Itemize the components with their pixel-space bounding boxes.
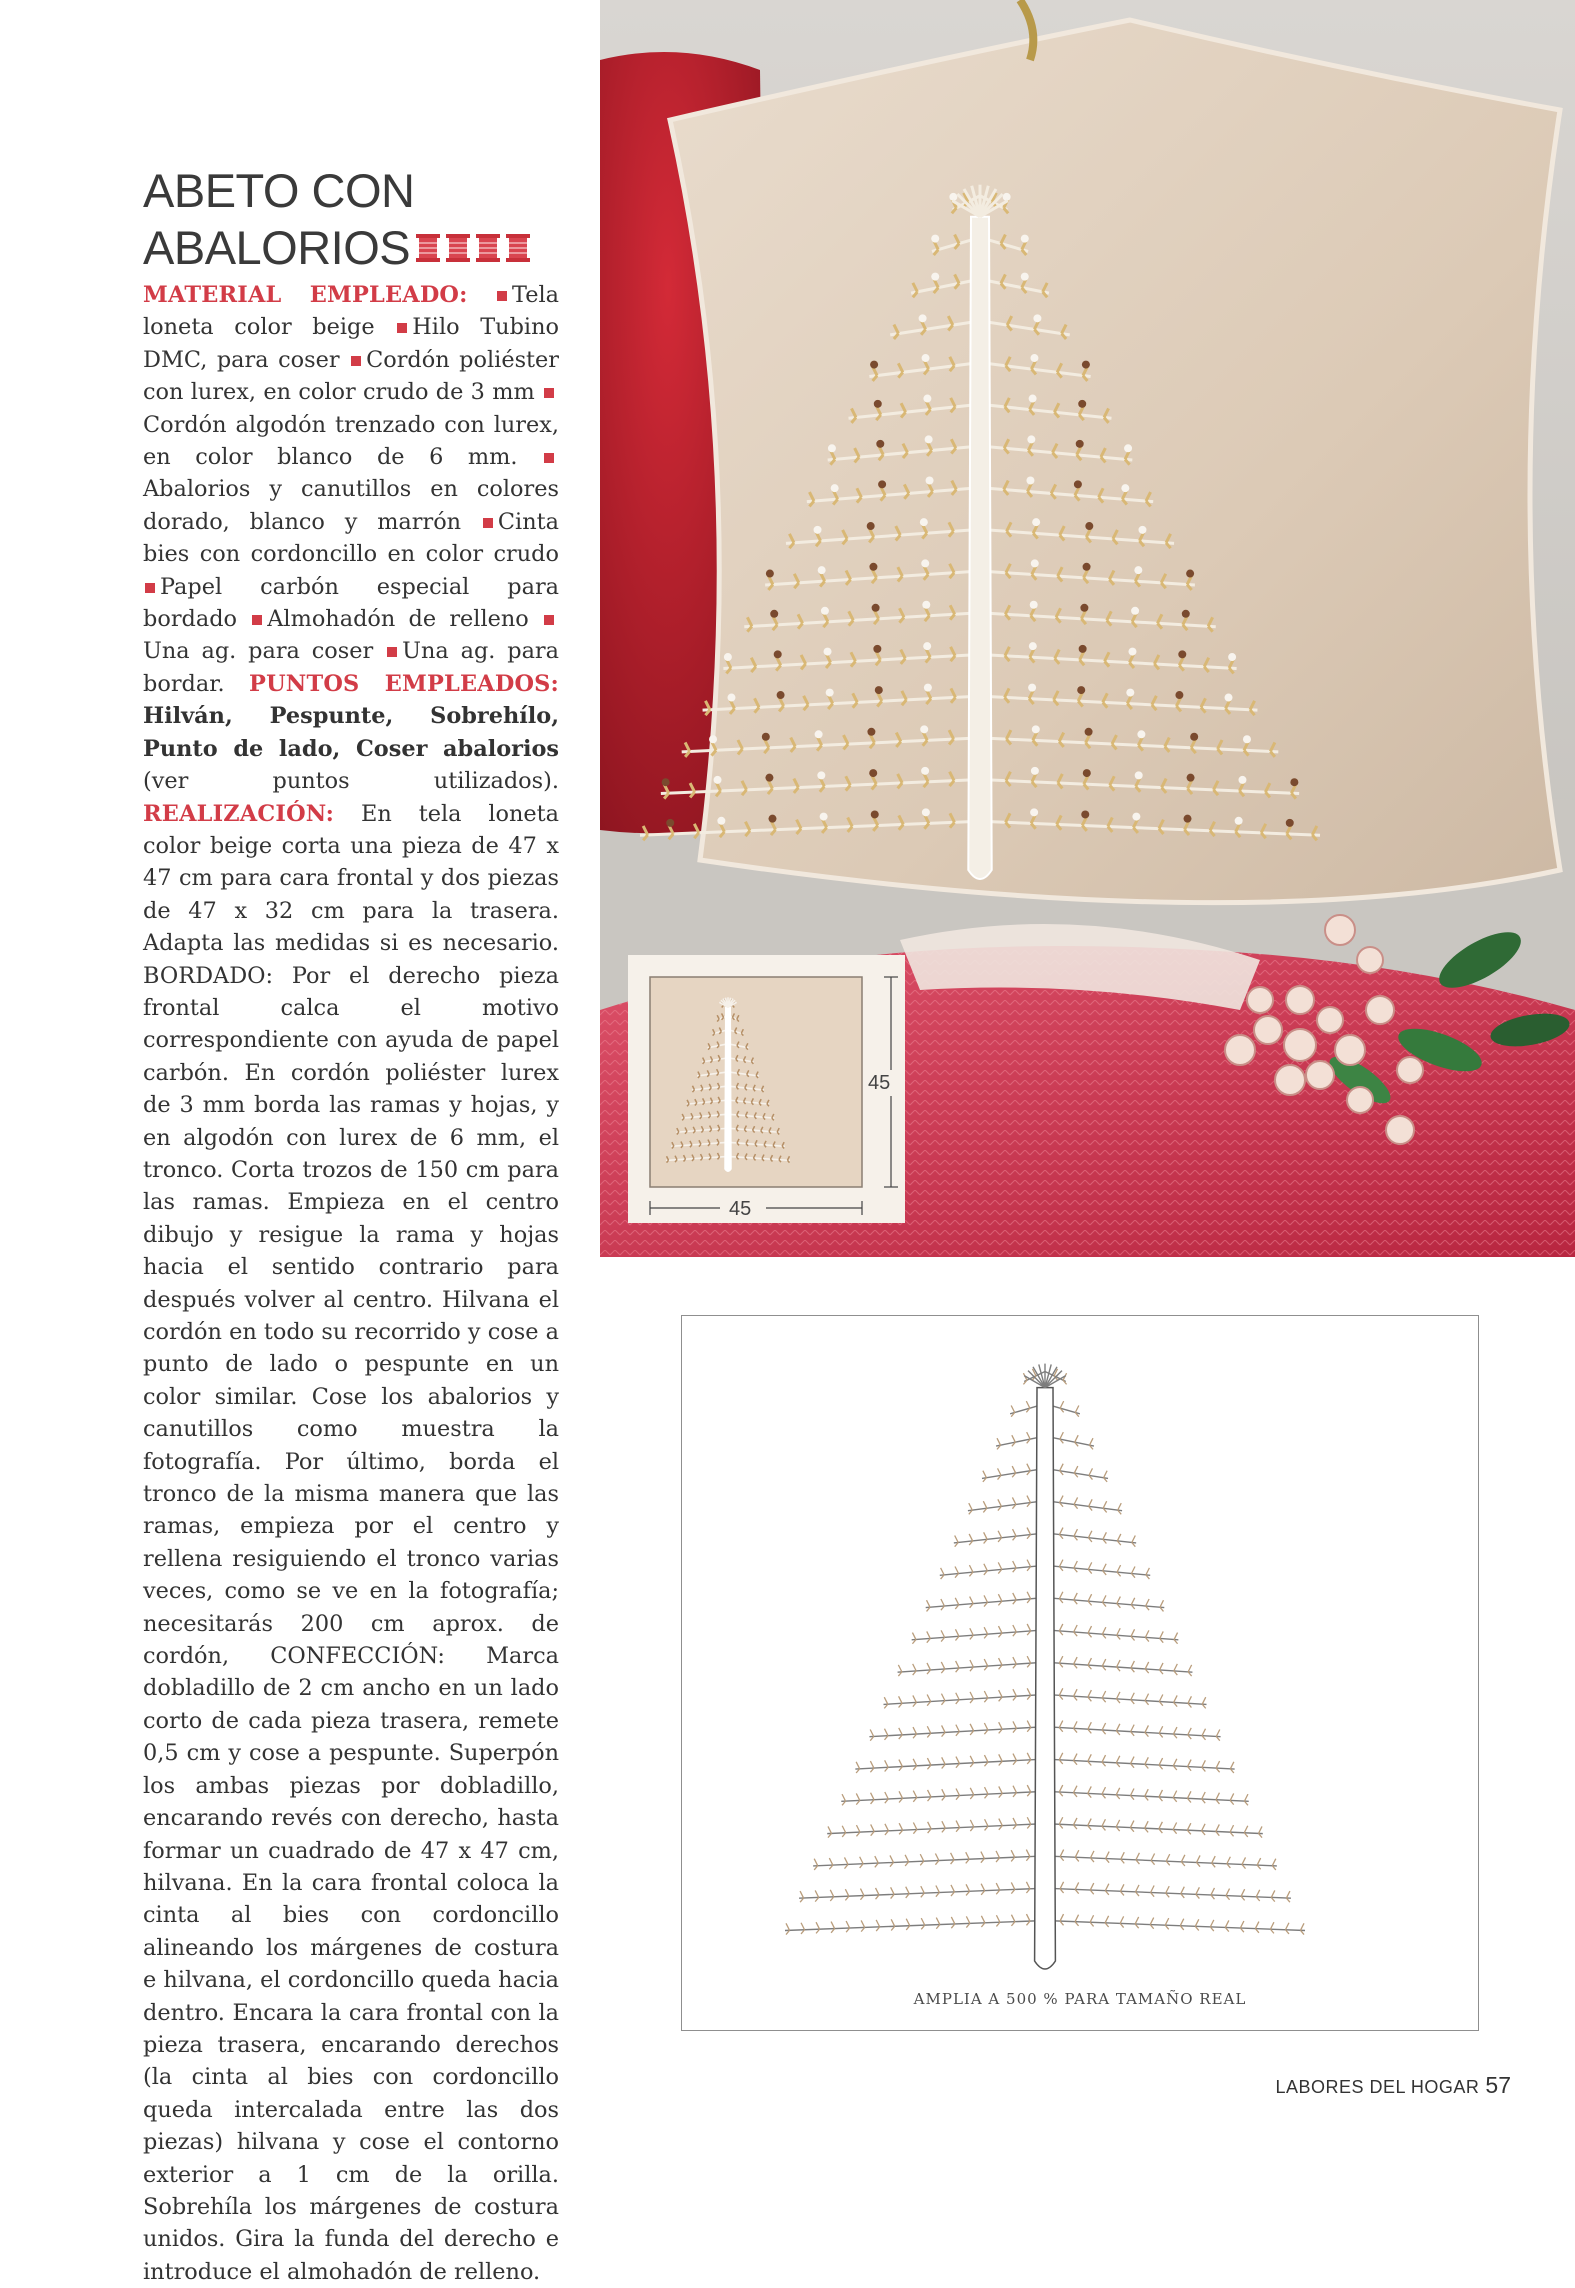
magazine-name: LABORES DEL HOGAR — [1275, 2077, 1480, 2097]
thread-spool-icon — [476, 234, 500, 262]
bullet-square-icon — [544, 615, 554, 625]
material-item: Una ag. para bordar. — [143, 638, 559, 697]
page-footer — [1276, 2072, 1511, 2099]
difficulty-rating — [416, 219, 532, 276]
bullet-square-icon — [497, 291, 507, 301]
width-label: 45 — [729, 1198, 752, 1220]
bullet-square-icon — [252, 615, 262, 625]
thread-spool-icon — [446, 234, 470, 262]
material-item: Cinta bies con cordoncillo en color crudo — [143, 508, 559, 568]
bullet-square-icon — [397, 323, 407, 333]
stitches-list: Hilván, Pespunte, Sobrehílo, Punto de lado, Coser abalorios — [143, 703, 559, 762]
height-label: 45 — [868, 1072, 891, 1094]
material-item: Papel carbón especial para bordado — [143, 573, 559, 633]
bullet-square-icon — [544, 453, 554, 463]
bullet-square-icon — [145, 583, 155, 593]
realization-heading: REALIZACIÓN: — [143, 800, 335, 827]
material-item: Hilo Tubino DMC, para coser — [143, 314, 559, 373]
page-number: 57 — [1485, 2072, 1511, 2098]
material-item: Abalorios y canutillos en colores dorado, blanco y marrón — [143, 476, 559, 535]
bullet-square-icon — [387, 647, 397, 657]
title-line-1: ABETO CON — [143, 164, 415, 217]
pattern-template — [681, 1315, 1479, 2031]
bullet-square-icon — [483, 518, 493, 528]
material-item: Cordón poliéster con lurex, en color crudo de 3 mm — [143, 346, 560, 406]
material-item: Tela loneta color beige — [143, 282, 559, 341]
material-item: Almohadón de relleno — [267, 606, 529, 633]
tree-pattern-drawing — [785, 1364, 1305, 1969]
thread-spool-icon — [416, 234, 440, 262]
material-item: Una ag. para coser — [143, 638, 374, 665]
stitches-heading: PUNTOS EMPLEADOS: — [249, 670, 559, 697]
bullet-square-icon — [351, 356, 361, 366]
pattern-caption: AMPLIA A 500 % PARA TAMAÑO REAL — [913, 1990, 1247, 2008]
material-item: Cordón algodón trenzado con lurex, en color blanco de 6 mm. — [143, 411, 559, 471]
bullet-square-icon — [544, 388, 554, 398]
stitches-note: (ver puntos utilizados). — [143, 768, 559, 795]
materials-list — [143, 282, 559, 697]
article-title — [143, 162, 583, 280]
thread-spool-icon — [506, 234, 530, 262]
size-diagram — [628, 955, 905, 1223]
article-body — [143, 279, 559, 2288]
materials-heading: MATERIAL EMPLEADO: — [143, 282, 468, 308]
title-line-2: ABALORIOS — [143, 221, 411, 274]
realization-text: En tela loneta color beige corta una pieza de 47 x 47 cm para cara frontal y dos piezas de 47 x 32 cm para la trasera. Adapta las medidas si es necesario. BORDADO: Por el derecho pieza frontal calca el motivo correspondiente con ayuda de papel carbón. En cordón poliéster lurex de 3 mm borda las ramas y hojas, y en algodón con lurex de 6 mm, el tronco. Corta trozos de 150 cm para las ramas. Empieza en el centro dibujo y resigue la rama y hojas hacia el sentido contrario para después volver al centro. Hilvana el cordón en todo su recorrido y cose a punto de lado o pespunte en un color similar. Cose los abalorios y canutillos como muestra la fotografía. Por último, borda el tronco de la misma manera que las ramas, empieza por el centro y rellena resiguiendo el tronco varias veces, como se ve en la fotografía; necesitarás 200 cm aprox. de cordón, CONFECCIÓN: Marca dobladillo de 2 cm ancho en un lado corto de cada pieza trasera, remete 0,5 cm y cose a pespunte. Superpón los ambas piezas por dobladillo, encarando revés con derecho, hasta formar un cuadrado de 47 x 47 cm, hilvana. En la cara frontal coloca la cinta al bies con cordoncillo alineando los márgenes de costura e hilvana, el cordoncillo queda hacia dentro. Encara la cara frontal con la pieza trasera, encarando derechos (la cinta al bies con cordoncillo queda intercalada entre las dos piezas) hilvana y cose el contorno exterior a 1 cm de la orilla. Sobrehíla los márgenes de costura unidos. Gira la funda del derecho e introduce el almohadón de relleno. — [143, 800, 560, 2285]
